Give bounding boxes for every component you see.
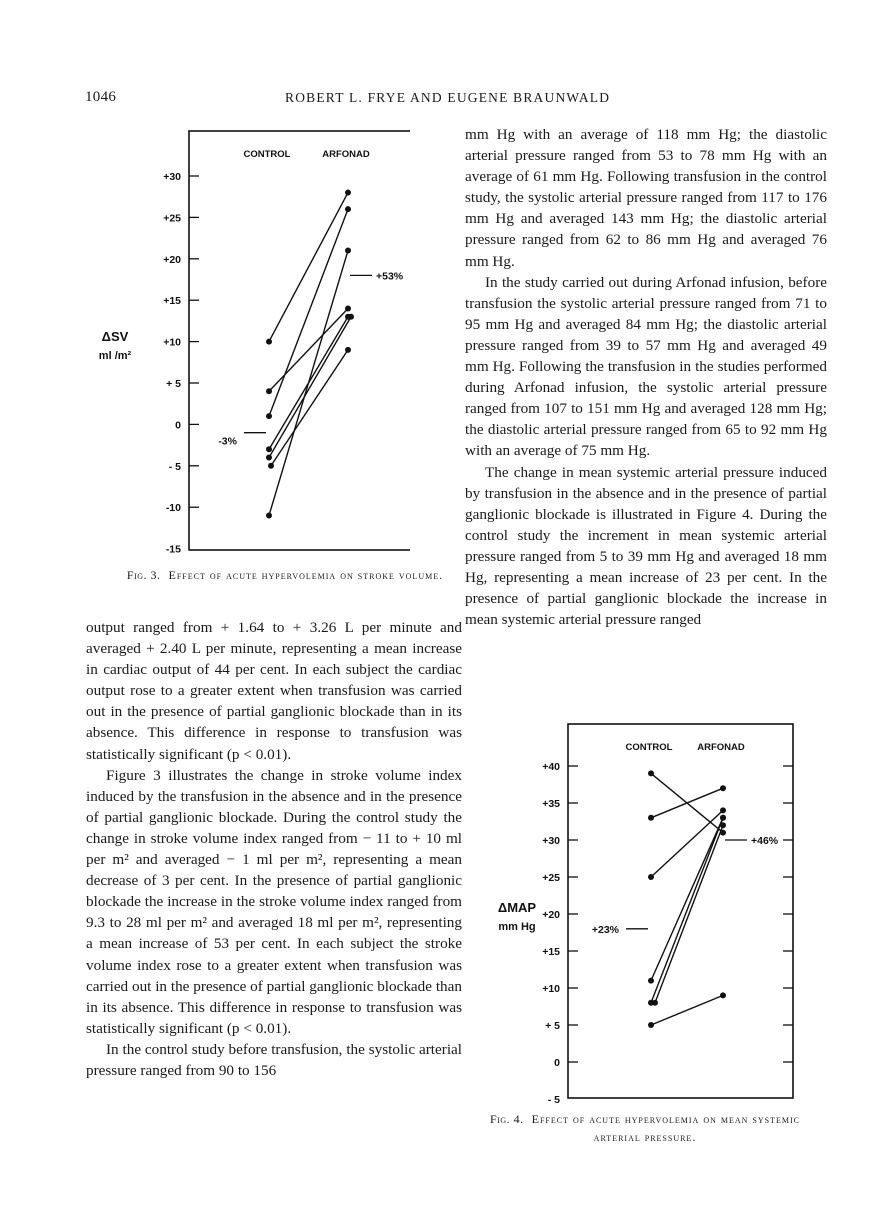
running-head: ROBERT L. FRYE AND EUGENE BRAUNWALD <box>285 90 611 105</box>
control-point <box>648 770 654 776</box>
control-point <box>266 455 272 461</box>
arfonad-point <box>720 822 726 828</box>
control-point <box>266 512 272 518</box>
subject-line <box>655 825 723 1003</box>
figure-3-caption <box>120 566 450 584</box>
figure-4-label: Fig. 4. <box>490 1112 524 1126</box>
column-header-arfonad: ARFONAD <box>697 742 745 753</box>
y-tick-label: +15 <box>163 295 181 308</box>
y-tick-label: -15 <box>165 543 181 556</box>
y-tick-label: 0 <box>175 419 181 432</box>
control-point <box>266 446 272 452</box>
control-point <box>266 388 272 394</box>
control-point <box>648 978 654 984</box>
paragraph: The change in mean systemic arterial pressure induced by transfusion in the absence and in the presence of partial ganglionic blockade is illustrated in Figure 4. During the control study the increment in mean systemic arterial pressure ranged from 5 to 39 mm Hg and averaged 18 mm Hg, representing a mean increase of 23 per cent. In the presence of partial ganglionic blockade the increase in mean systemic arterial pressure ranged <box>465 463 827 629</box>
y-tick-label: - 5 <box>547 1094 560 1106</box>
paragraph: mm Hg with an average of 118 mm Hg; the diastolic arterial pressure ranged from 53 to 78 mm Hg with an average of 61 mm Hg. Following transfusion in the control study, the systolic arterial pressure ranged from 117 to 176 mm Hg and averaged 143 mm Hg; the diastolic arterial pressure ranged from 62 to 86 mm Hg and averaged 76 mm Hg. <box>465 126 827 270</box>
arfonad-point <box>345 190 351 196</box>
subject-line <box>651 995 723 1025</box>
y-axis-label: ΔSV <box>101 329 129 344</box>
y-tick-label: +15 <box>542 946 560 958</box>
subject-line <box>269 317 348 449</box>
control-point <box>268 463 274 469</box>
subject-line <box>271 350 348 466</box>
y-tick-label: +20 <box>163 253 181 266</box>
arfonad-point <box>720 807 726 813</box>
figure-4-chart <box>480 718 810 1108</box>
control-point <box>266 413 272 419</box>
subject-line <box>651 788 723 818</box>
figure-4-caption <box>470 1110 820 1146</box>
arfonad-point <box>345 206 351 212</box>
mean-annotation-arfonad: +53% <box>376 270 404 283</box>
paragraph: output ranged from + 1.64 to + 3.26 L per minute and averaged + 2.40 L per minute, representing a mean increase in cardiac output of 44 per cent. In each subject the cardiac output rose to a greater extent when transfusion was carried out in the presence of partial ganglionic blockade than in its absence. This difference in response to transfusion was statistically significant (p < 0.01). <box>86 619 462 763</box>
plot-frame <box>568 724 793 1098</box>
y-tick-label: +30 <box>542 835 560 847</box>
control-point <box>648 874 654 880</box>
mean-annotation-arfonad: +46% <box>751 835 779 847</box>
figure-3-caption-text: Effect of acute hypervolemia on stroke volume. <box>168 568 444 582</box>
y-tick-label: 0 <box>554 1057 560 1069</box>
figure-3-chart <box>80 125 410 565</box>
y-tick-label: +20 <box>542 909 560 921</box>
arfonad-point <box>345 305 351 311</box>
subject-line <box>269 317 351 458</box>
y-tick-label: +35 <box>542 798 560 810</box>
subject-line <box>269 193 348 342</box>
y-tick-label: + 5 <box>545 1020 560 1032</box>
y-tick-label: +25 <box>542 872 560 884</box>
y-axis-unit: mm Hg <box>498 921 536 933</box>
figure-3-label: Fig. 3. <box>126 568 161 582</box>
arfonad-point <box>720 815 726 821</box>
mean-annotation-control: +23% <box>591 923 619 936</box>
page-number: 1046 <box>85 89 117 105</box>
column-header-control: CONTROL <box>243 149 291 160</box>
control-point <box>648 815 654 821</box>
control-point <box>266 339 272 345</box>
arfonad-point <box>720 992 726 998</box>
y-tick-label: +30 <box>163 171 181 183</box>
right-column-text <box>465 124 827 630</box>
left-column-text <box>86 617 462 1081</box>
mean-annotation-control: -3% <box>218 435 237 448</box>
y-axis-unit: ml /m² <box>98 350 132 362</box>
y-tick-label: +25 <box>163 212 181 225</box>
control-point <box>648 1022 654 1028</box>
arfonad-point <box>720 785 726 791</box>
y-tick-label: +10 <box>163 336 181 349</box>
control-point <box>652 1000 658 1006</box>
subject-line <box>651 818 723 981</box>
arfonad-point <box>348 314 354 320</box>
column-header-arfonad: ARFONAD <box>322 149 370 160</box>
column-header-control: CONTROL <box>625 742 673 753</box>
subject-line <box>269 308 348 391</box>
y-tick-label: +10 <box>542 983 560 995</box>
arfonad-point <box>345 347 351 353</box>
figure-4-caption-text: Effect of acute hypervolemia on mean systemic arterial pressure. <box>531 1112 800 1144</box>
paragraph: In the control study before transfusion, the systolic arterial pressure ranged from 90 to 156 <box>86 1040 462 1079</box>
y-axis-label: ΔMAP <box>497 900 537 915</box>
plot-frame <box>189 131 410 550</box>
y-tick-label: - 5 <box>168 460 181 473</box>
y-tick-label: -10 <box>165 502 181 515</box>
subject-line <box>651 818 723 1003</box>
y-tick-label: + 5 <box>166 378 181 390</box>
y-tick-label: +40 <box>542 761 560 773</box>
paragraph: In the study carried out during Arfonad infusion, before transfusion the systolic arterial pressure ranged from 71 to 95 mm Hg and averaged 84 mm Hg; the diastolic arterial pressure ranged from 39 to 57 mm Hg and averaged 49 mm Hg. Following the transfusion in the studies performed during Arfonad infusion, the systolic arterial pressure ranged from 107 to 151 mm Hg and averaged 128 mm Hg; the diastolic arterial pressure ranged from 65 to 92 mm Hg with an average of 75 mm Hg. <box>465 273 827 460</box>
paragraph: Figure 3 illustrates the change in stroke volume index induced by the transfusion in the absence and in the presence of partial ganglionic blockade. During the control study the change in stroke volume index ranged from − 11 to + 10 ml per m² and averaged − 1 ml per m², representing a mean decrease of 3 per cent. In the presence of partial ganglionic blockade the increase in the stroke volume index ranged from 9.3 to 28 ml per m² and averaged 18 ml per m², representing a mean increase of 53 per cent. In each subject the stroke volume index rose to a greater extent when transfusion was carried out in the presence of partial ganglionic blockade than in its absence. This difference in response to transfusion was statistically significant (p < 0.01). <box>86 766 462 1037</box>
arfonad-point <box>345 248 351 254</box>
